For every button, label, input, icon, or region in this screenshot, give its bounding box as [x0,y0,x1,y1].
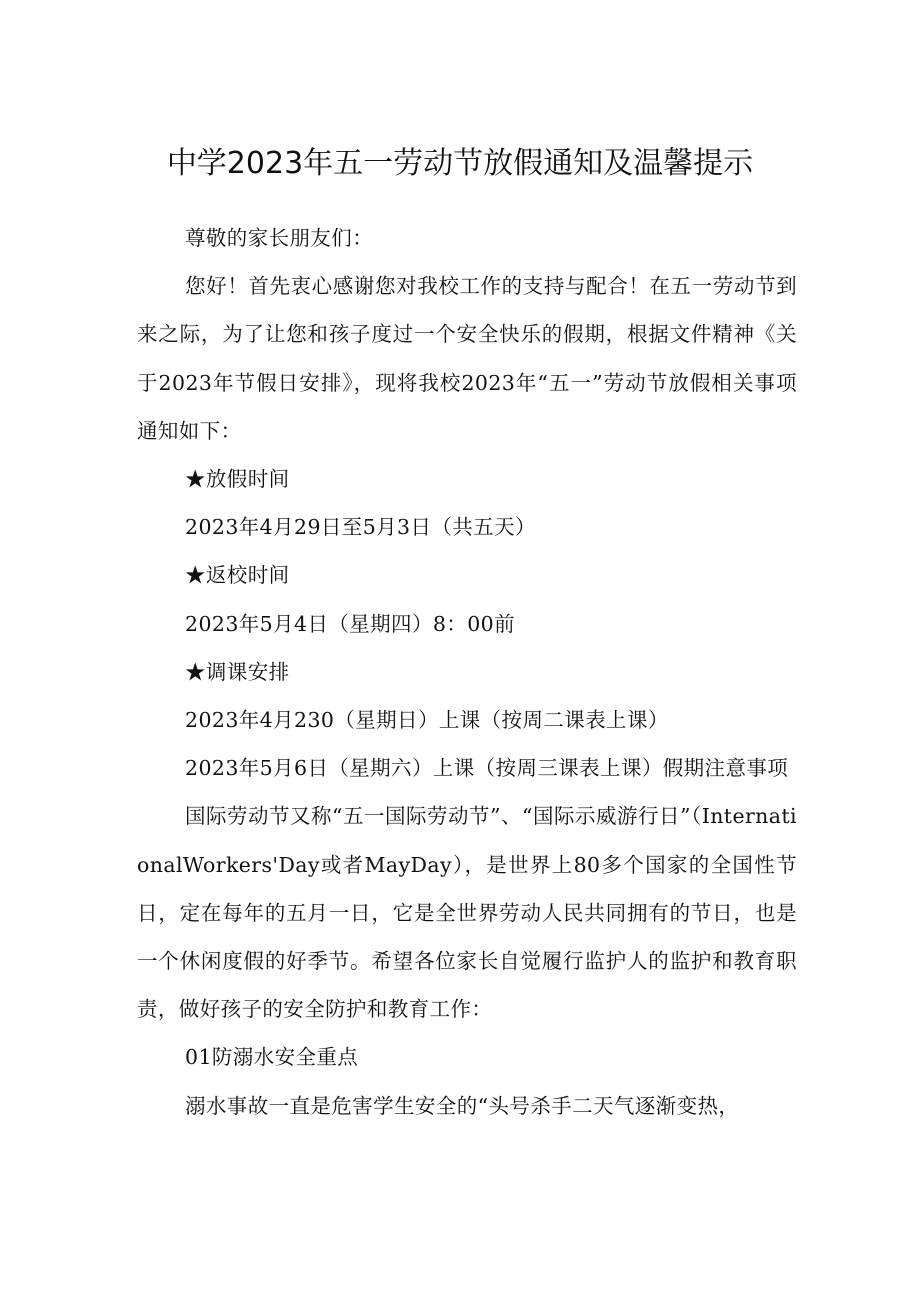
section-heading-drowning-safety: 01防溺水安全重点 [185,1045,359,1070]
return-date: 2023年5月4日（星期四）8：00前 [185,611,515,636]
section-heading-return-time: ★返校时间 [185,563,290,588]
drowning-safety-paragraph: 溺水事故一直是危害学生安全的“头号杀手二天气逐渐变热， [185,1093,740,1118]
intro-paragraph: 您好！首先衷心感谢您对我校工作的支持与配合！在五一劳动节到来之际，为了让您和孩子度过一个安全快乐的假期，根据文件精神《关于2023年节假日安排》，现将我校2023年“五一”劳动节放假相关事项通知如下： [137,274,797,443]
section-heading-class-adjustment: ★调课安排 [185,659,290,684]
holiday-dates: 2023年4月29日至5月3日（共五天） [185,515,536,540]
class-adjustment-line-2: 2023年5月6日（星期六）上课（按周三课表上课）假期注意事项 [185,756,789,781]
labor-day-paragraph: 国际劳动节又称“五一国际劳动节”、“国际示威游行日”（InternationalWorkers'Day或者MayDay），是世界上80多个国家的全国性节日，定在每年的五月一日，它是全世界劳动人民共同拥有的节日，也是一个休闲度假的好季节。希望各位家长自觉履行监护人的监护和教育职责，做好孩子的安全防护和教育工作： [137,804,797,1022]
document-title: 中学2023年五一劳动节放假通知及温馨提示 [166,146,754,181]
class-adjustment-line-1: 2023年4月230（星期日）上课（按周二课表上课） [185,708,669,733]
section-heading-holiday-time: ★放假时间 [185,467,290,492]
document-body [137,214,797,1130]
salutation: 尊敬的家长朋友们： [185,226,374,250]
